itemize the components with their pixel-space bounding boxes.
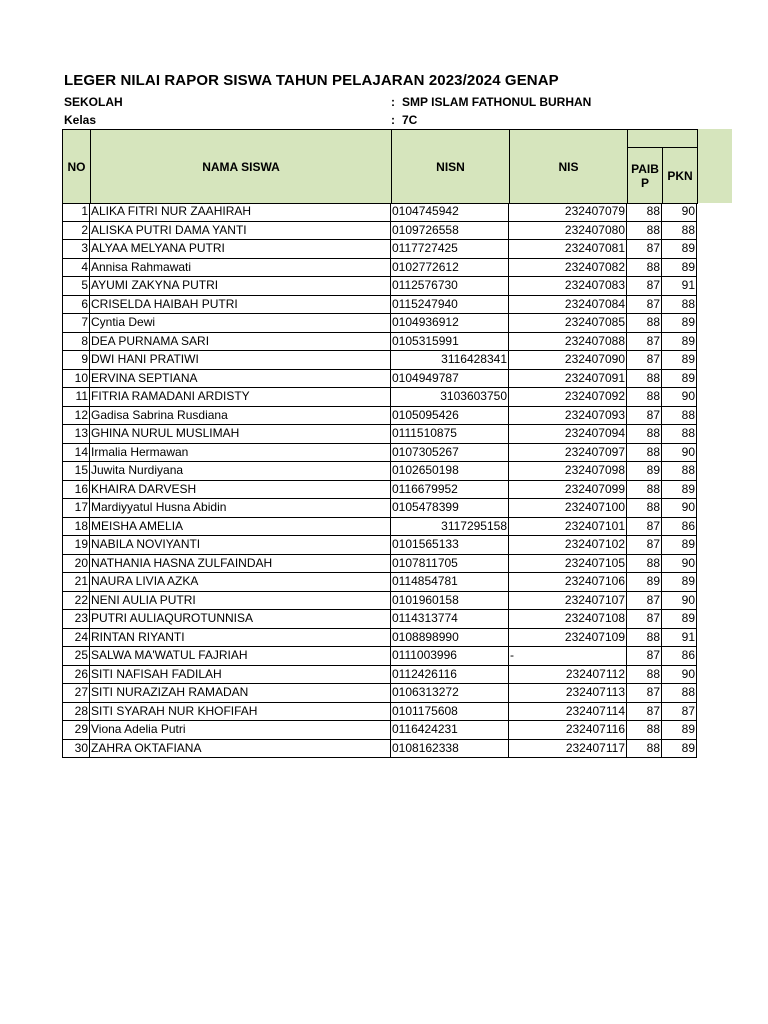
cell-nisn: 0107305267	[391, 444, 509, 463]
cell-nis: 232407081	[509, 240, 627, 259]
cell-paibp: 88	[627, 314, 662, 333]
table-row	[62, 740, 697, 759]
cell-pkn: 89	[662, 259, 697, 278]
cell-no: 11	[62, 388, 90, 407]
cell-name: RINTAN RIYANTI	[90, 629, 391, 648]
cell-pkn: 89	[662, 610, 697, 629]
page-title: LEGER NILAI RAPOR SISWA TAHUN PELAJARAN 2023/2024 GENAP	[64, 72, 559, 89]
table-row	[62, 666, 697, 685]
cell-no: 21	[62, 573, 90, 592]
cell-name: PUTRI AULIAQUROTUNNISA	[90, 610, 391, 629]
school-value: SMP ISLAM FATHONUL BURHAN	[402, 95, 592, 109]
cell-nis: 232407091	[509, 370, 627, 389]
class-value: 7C	[402, 113, 418, 127]
cell-name: SITI SYARAH NUR KHOFIFAH	[90, 703, 391, 722]
table-row	[62, 592, 697, 611]
cell-nisn: 0115247940	[391, 296, 509, 315]
header-subjects-group	[627, 129, 698, 148]
cell-nisn: 0104745942	[391, 203, 509, 222]
cell-no: 19	[62, 536, 90, 555]
cell-nisn: 0117727425	[391, 240, 509, 259]
cell-nis: 232407112	[509, 666, 627, 685]
cell-pkn: 90	[662, 203, 697, 222]
cell-nisn: 0116424231	[391, 721, 509, 740]
cell-name: Viona Adelia Putri	[90, 721, 391, 740]
cell-no: 7	[62, 314, 90, 333]
cell-paibp: 87	[627, 351, 662, 370]
cell-nisn: 0105315991	[391, 333, 509, 352]
cell-nis: 232407117	[509, 740, 627, 759]
cell-paibp: 88	[627, 740, 662, 759]
table-row	[62, 462, 697, 481]
cell-nisn: 0111003996	[391, 647, 509, 666]
cell-name: NATHANIA HASNA ZULFAINDAH	[90, 555, 391, 574]
cell-name: Juwita Nurdiyana	[90, 462, 391, 481]
cell-no: 22	[62, 592, 90, 611]
cell-paibp: 87	[627, 610, 662, 629]
cell-nisn: 3116428341	[391, 351, 509, 370]
cell-pkn: 88	[662, 222, 697, 241]
cell-no: 18	[62, 518, 90, 537]
cell-paibp: 88	[627, 555, 662, 574]
cell-name: Annisa Rahmawati	[90, 259, 391, 278]
cell-nisn: 0111510875	[391, 425, 509, 444]
cell-nis: 232407107	[509, 592, 627, 611]
cell-pkn: 89	[662, 536, 697, 555]
cell-pkn: 88	[662, 296, 697, 315]
cell-no: 27	[62, 684, 90, 703]
table-row	[62, 610, 697, 629]
table-row	[62, 370, 697, 389]
cell-nisn: 0107811705	[391, 555, 509, 574]
cell-paibp: 88	[627, 666, 662, 685]
table-row	[62, 222, 697, 241]
cell-pkn: 86	[662, 647, 697, 666]
cell-nis: 232407109	[509, 629, 627, 648]
cell-nisn: 0116679952	[391, 481, 509, 500]
cell-nis: 232407079	[509, 203, 627, 222]
table-row	[62, 684, 697, 703]
cell-paibp: 87	[627, 277, 662, 296]
cell-no: 2	[62, 222, 90, 241]
cell-pkn: 88	[662, 407, 697, 426]
header-name-label: NAMA SISWA	[202, 159, 280, 174]
cell-pkn: 90	[662, 388, 697, 407]
cell-nisn: 0108162338	[391, 740, 509, 759]
cell-pkn: 88	[662, 425, 697, 444]
header-extension-fill	[697, 129, 732, 203]
cell-nis: 232407116	[509, 721, 627, 740]
cell-nisn: 0102772612	[391, 259, 509, 278]
header-paibp-line1: PAIB	[631, 161, 659, 176]
cell-no: 23	[62, 610, 90, 629]
table-row	[62, 555, 697, 574]
cell-nis: 232407108	[509, 610, 627, 629]
cell-name: NAURA LIVIA AZKA	[90, 573, 391, 592]
cell-nisn: 0114854781	[391, 573, 509, 592]
cell-no: 6	[62, 296, 90, 315]
cell-name: NABILA NOVIYANTI	[90, 536, 391, 555]
cell-paibp: 88	[627, 203, 662, 222]
cell-nis: 232407113	[509, 684, 627, 703]
cell-no: 20	[62, 555, 90, 574]
table-row	[62, 536, 697, 555]
cell-nisn: 0112426116	[391, 666, 509, 685]
cell-no: 13	[62, 425, 90, 444]
cell-no: 25	[62, 647, 90, 666]
cell-name: NENI AULIA PUTRI	[90, 592, 391, 611]
header-nis	[509, 129, 628, 204]
cell-nis: 232407092	[509, 388, 627, 407]
cell-no: 28	[62, 703, 90, 722]
cell-no: 10	[62, 370, 90, 389]
cell-paibp: 87	[627, 684, 662, 703]
cell-paibp: 89	[627, 462, 662, 481]
cell-nisn: 0104936912	[391, 314, 509, 333]
table-row	[62, 277, 697, 296]
class-colon: :	[391, 113, 395, 127]
cell-no: 26	[62, 666, 90, 685]
cell-paibp: 89	[627, 573, 662, 592]
cell-name: ALISKA PUTRI DAMA YANTI	[90, 222, 391, 241]
table-row	[62, 573, 697, 592]
cell-no: 5	[62, 277, 90, 296]
table-row	[62, 425, 697, 444]
cell-nisn: 3117295158	[391, 518, 509, 537]
cell-nisn: 0104949787	[391, 370, 509, 389]
cell-nis: 232407098	[509, 462, 627, 481]
cell-paibp: 88	[627, 481, 662, 500]
cell-nisn: 0101175608	[391, 703, 509, 722]
header-name	[90, 129, 392, 204]
cell-paibp: 88	[627, 222, 662, 241]
cell-no: 8	[62, 333, 90, 352]
cell-no: 3	[62, 240, 90, 259]
cell-no: 14	[62, 444, 90, 463]
cell-name: ALIKA FITRI NUR ZAAHIRAH	[90, 203, 391, 222]
cell-paibp: 87	[627, 296, 662, 315]
cell-no: 24	[62, 629, 90, 648]
cell-nis: 232407083	[509, 277, 627, 296]
cell-paibp: 87	[627, 536, 662, 555]
cell-nisn: 0105095426	[391, 407, 509, 426]
cell-name: Cyntia Dewi	[90, 314, 391, 333]
cell-pkn: 90	[662, 499, 697, 518]
cell-name: AYUMI ZAKYNA PUTRI	[90, 277, 391, 296]
cell-no: 29	[62, 721, 90, 740]
cell-nis: 232407094	[509, 425, 627, 444]
cell-nisn: 0105478399	[391, 499, 509, 518]
cell-name: FITRIA RAMADANI ARDISTY	[90, 388, 391, 407]
table-row	[62, 499, 697, 518]
cell-pkn: 89	[662, 370, 697, 389]
table-row	[62, 518, 697, 537]
cell-pkn: 90	[662, 592, 697, 611]
cell-nisn: 0101960158	[391, 592, 509, 611]
table-row	[62, 407, 697, 426]
header-nisn	[391, 129, 510, 204]
table-row	[62, 481, 697, 500]
cell-pkn: 91	[662, 277, 697, 296]
cell-nis: 232407088	[509, 333, 627, 352]
cell-pkn: 90	[662, 666, 697, 685]
cell-name: SITI NURAZIZAH RAMADAN	[90, 684, 391, 703]
table-row	[62, 259, 697, 278]
cell-nis: 232407082	[509, 259, 627, 278]
table-row	[62, 296, 697, 315]
cell-nis: 232407084	[509, 296, 627, 315]
cell-paibp: 88	[627, 629, 662, 648]
cell-paibp: 88	[627, 388, 662, 407]
cell-nisn: 0112576730	[391, 277, 509, 296]
cell-nisn: 3103603750	[391, 388, 509, 407]
cell-pkn: 89	[662, 740, 697, 759]
cell-nis: 232407106	[509, 573, 627, 592]
table-row	[62, 647, 697, 666]
cell-name: DEA PURNAMA SARI	[90, 333, 391, 352]
header-no	[62, 129, 91, 204]
cell-paibp: 88	[627, 499, 662, 518]
cell-paibp: 87	[627, 592, 662, 611]
cell-name: SALWA MA'WATUL FAJRIAH	[90, 647, 391, 666]
header-paibp-line2: P	[640, 175, 649, 190]
cell-nisn: 0114313774	[391, 610, 509, 629]
cell-no: 12	[62, 407, 90, 426]
cell-paibp: 88	[627, 370, 662, 389]
table-row	[62, 703, 697, 722]
cell-nis: 232407099	[509, 481, 627, 500]
cell-nis: 232407093	[509, 407, 627, 426]
cell-pkn: 89	[662, 721, 697, 740]
cell-paibp: 87	[627, 333, 662, 352]
cell-paibp: 88	[627, 259, 662, 278]
table-row	[62, 240, 697, 259]
cell-paibp: 88	[627, 444, 662, 463]
cell-pkn: 86	[662, 518, 697, 537]
cell-pkn: 87	[662, 703, 697, 722]
cell-nis: 232407085	[509, 314, 627, 333]
cell-name: Gadisa Sabrina Rusdiana	[90, 407, 391, 426]
cell-nisn: 0108898990	[391, 629, 509, 648]
cell-name: ZAHRA OKTAFIANA	[90, 740, 391, 759]
cell-nisn: 0106313272	[391, 684, 509, 703]
cell-nis: 232407102	[509, 536, 627, 555]
header-pkn-label: PKN	[667, 168, 693, 183]
cell-pkn: 89	[662, 314, 697, 333]
school-colon: :	[391, 95, 395, 109]
cell-no: 15	[62, 462, 90, 481]
cell-pkn: 89	[662, 573, 697, 592]
table-row	[62, 444, 697, 463]
table-row	[62, 351, 697, 370]
cell-no: 9	[62, 351, 90, 370]
cell-name: MEISHA AMELIA	[90, 518, 391, 537]
table-row	[62, 721, 697, 740]
cell-name: Mardiyyatul Husna Abidin	[90, 499, 391, 518]
table-row	[62, 629, 697, 648]
header-paibp	[627, 147, 663, 204]
cell-pkn: 89	[662, 351, 697, 370]
cell-pkn: 89	[662, 333, 697, 352]
header-nis-label: NIS	[558, 159, 579, 174]
table-row	[62, 388, 697, 407]
cell-nis: -	[509, 647, 627, 666]
cell-pkn: 91	[662, 629, 697, 648]
cell-pkn: 90	[662, 444, 697, 463]
header-nisn-label: NISN	[436, 159, 465, 174]
cell-paibp: 88	[627, 425, 662, 444]
cell-no: 17	[62, 499, 90, 518]
cell-name: KHAIRA DARVESH	[90, 481, 391, 500]
cell-pkn: 90	[662, 555, 697, 574]
table-row	[62, 314, 697, 333]
cell-paibp: 87	[627, 703, 662, 722]
header-no-label: NO	[67, 159, 86, 174]
cell-nis: 232407097	[509, 444, 627, 463]
cell-name: SITI NAFISAH FADILAH	[90, 666, 391, 685]
cell-paibp: 88	[627, 721, 662, 740]
cell-nisn: 0102650198	[391, 462, 509, 481]
cell-nis: 232407101	[509, 518, 627, 537]
table-row	[62, 203, 697, 222]
cell-name: Irmalia Hermawan	[90, 444, 391, 463]
cell-nis: 232407114	[509, 703, 627, 722]
cell-no: 1	[62, 203, 90, 222]
cell-paibp: 87	[627, 240, 662, 259]
cell-pkn: 88	[662, 684, 697, 703]
school-label: SEKOLAH	[64, 95, 123, 109]
cell-name: GHINA NURUL MUSLIMAH	[90, 425, 391, 444]
cell-name: CRISELDA HAIBAH PUTRI	[90, 296, 391, 315]
cell-nis: 232407100	[509, 499, 627, 518]
cell-pkn: 89	[662, 481, 697, 500]
header-pkn	[662, 147, 698, 204]
cell-nis: 232407105	[509, 555, 627, 574]
cell-paibp: 87	[627, 647, 662, 666]
cell-paibp: 87	[627, 518, 662, 537]
cell-nisn: 0109726558	[391, 222, 509, 241]
class-label: Kelas	[64, 113, 97, 127]
cell-name: DWI HANI PRATIWI	[90, 351, 391, 370]
table-row	[62, 333, 697, 352]
cell-paibp: 87	[627, 407, 662, 426]
cell-pkn: 88	[662, 462, 697, 481]
cell-name: ERVINA SEPTIANA	[90, 370, 391, 389]
cell-nis: 232407080	[509, 222, 627, 241]
cell-nisn: 0101565133	[391, 536, 509, 555]
cell-nis: 232407090	[509, 351, 627, 370]
cell-no: 16	[62, 481, 90, 500]
cell-pkn: 89	[662, 240, 697, 259]
cell-name: ALYAA MELYANA PUTRI	[90, 240, 391, 259]
cell-no: 30	[62, 740, 90, 759]
cell-no: 4	[62, 259, 90, 278]
